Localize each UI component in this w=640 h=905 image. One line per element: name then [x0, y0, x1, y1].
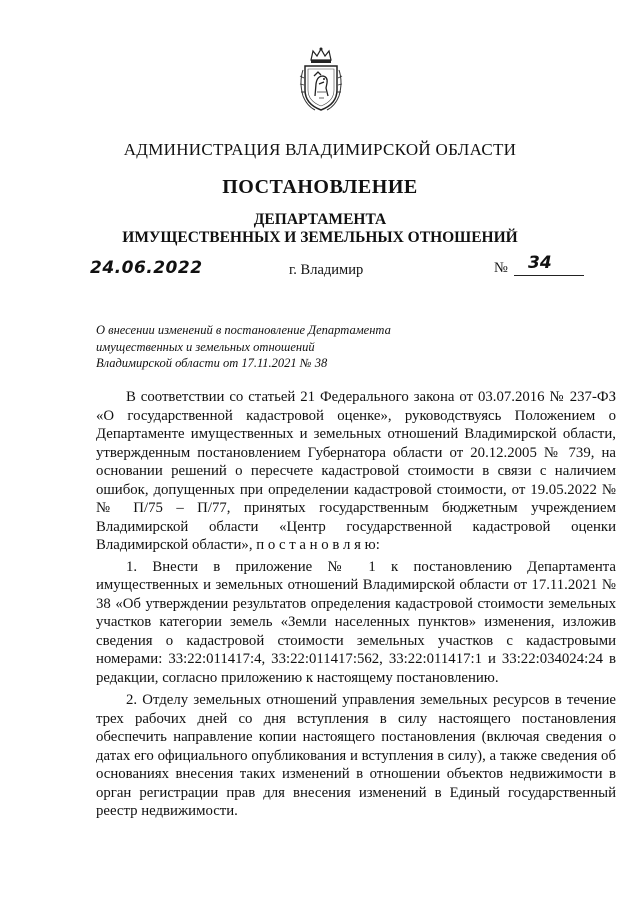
organization-heading: АДМИНИСТРАЦИЯ ВЛАДИМИРСКОЙ ОБЛАСТИ	[123, 140, 517, 159]
department-line-2: ИМУЩЕСТВЕННЫХ И ЗЕМЕЛЬНЫХ ОТНОШЕНИЙ	[122, 229, 518, 246]
body-paragraph-item-2: 2. Отделу земельных отношений управления земельных ресурсов в течение трех рабочих дней со дня вступления в силу настоящего постановления обеспечить направление копии настоящего постановления (включая сведения о датах его официального опубликования и вступления в силу), а также сведения об основаниях внесения таких изменений в отношении объектов недвижимости в орган регистрации прав для внесения изменений в Единый государственный реестр недвижимости.	[96, 692, 616, 819]
emblem-graphic	[297, 46, 345, 114]
document-number: 34	[528, 253, 552, 273]
number-underline	[514, 275, 584, 276]
body-paragraph-preamble: В соответствии со статьей 21 Федерального закона от 03.07.2016 № 237-ФЗ «О государственной кадастровой оценке», руководствуясь Положением о Департаменте имущественных и земельных отношений Владимирской области, утвержденным постановлением Губернатора области от 20.12.2005 № 739, на основании решений о пересчете кадастровой стоимости в связи с наличием ошибок, допущенных при определении кадастровой стоимости, от 19.05.2022 №№ П/75 – П/77, принятых государственным бюджетным учреждением Владимирской области «Центр государственной кадастровой оценки Владимирской области», п о с т а н о в л я ю:	[96, 389, 616, 553]
department-heading	[0, 211, 640, 247]
document-date: 24.06.2022	[90, 258, 203, 278]
document-type-title: ПОСТАНОВЛЕНИЕ	[222, 176, 418, 198]
subject-line-3: Владимирской области от 17.11.2021 № 38	[96, 356, 328, 370]
document-subject	[96, 322, 436, 372]
coat-of-arms-emblem-icon	[297, 46, 345, 114]
subject-line-2: имущественных и земельных отношений	[96, 339, 315, 354]
number-label: №	[494, 260, 508, 276]
subject-line-1: О внесении изменений в постановление Департамента	[96, 323, 391, 337]
document-body	[96, 388, 616, 821]
department-line-1: ДЕПАРТАМЕНТА	[253, 211, 387, 228]
document-city: г. Владимир	[289, 262, 364, 278]
body-paragraph-item-1: 1. Внести в приложение № 1 к постановлению Департамента имущественных и земельных отношений Владимирской области от 17.11.2021 № 38 «Об утверждении результатов определения кадастровой стоимости земельных участков категории земель «Земли населенных пунктов» изменения, изложив сведения о кадастровой стоимости земельных участков с кадастровыми номерами: 33:22:011417:4, 33:22:011417:562, 33:22:011417:1 и 33:22:034024:24 в редакции, согласно приложению к настоящему постановлению.	[96, 558, 616, 686]
